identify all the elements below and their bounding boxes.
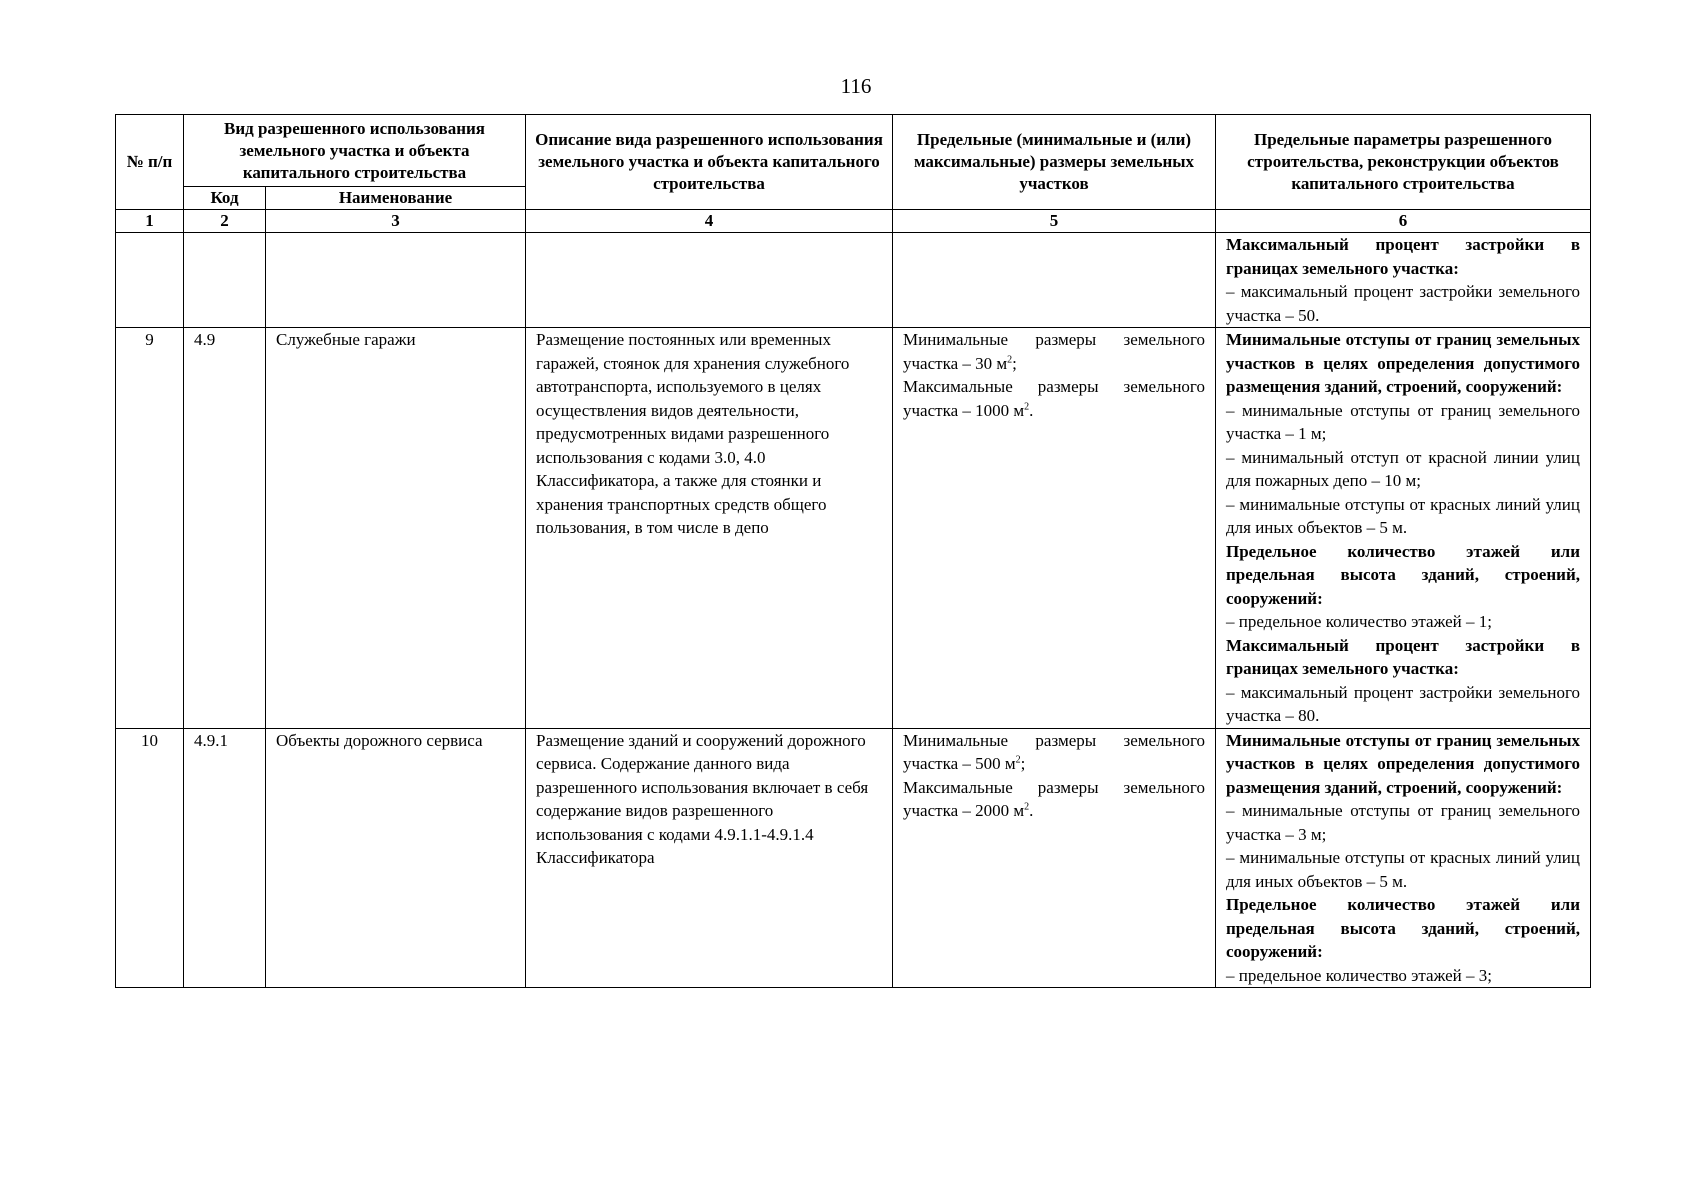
column-number: 3 bbox=[266, 210, 526, 233]
param-heading: Максимальный процент застройки в границах земельного участка: bbox=[1226, 635, 1580, 678]
unit-exponent: 2 bbox=[1024, 400, 1030, 412]
row-number-cell: 10 bbox=[116, 728, 184, 988]
column-number: 6 bbox=[1216, 210, 1591, 233]
param-item: – предельное количество этажей – 3; bbox=[1226, 965, 1492, 985]
plot-size-text: Минимальные размеры земельного участка – 30 м bbox=[903, 330, 1205, 373]
table-body bbox=[116, 233, 1591, 988]
column-number: 4 bbox=[526, 210, 893, 233]
column-number: 5 bbox=[893, 210, 1216, 233]
plot-size-text: Максимальные размеры земельного участка – 1000 м bbox=[903, 377, 1205, 420]
param-item: – минимальный отступ от красной линии улиц для пожарных депо – 10 м; bbox=[1226, 447, 1580, 490]
name-cell bbox=[266, 233, 526, 328]
unit-exponent: 2 bbox=[1007, 353, 1013, 365]
plot-size-text: Минимальные размеры земельного участка – 500 м bbox=[903, 730, 1205, 773]
plot-sizes-cell bbox=[893, 328, 1216, 729]
header-description: Описание вида разрешенного использования земельного участка и объекта капитального строительства bbox=[526, 115, 893, 210]
plot-sizes-cell bbox=[893, 233, 1216, 328]
column-number-row bbox=[116, 210, 1591, 233]
header-construction-params: Предельные параметры разрешенного строительства, реконструкции объектов капитального строительства bbox=[1216, 115, 1591, 210]
table-row bbox=[116, 233, 1591, 328]
param-item: – предельное количество этажей – 1; bbox=[1226, 612, 1492, 631]
plot-size-item bbox=[903, 729, 1205, 776]
param-heading: Предельное количество этажей или предельная высота зданий, строений, сооружений: bbox=[1226, 541, 1580, 608]
page-number: 116 bbox=[840, 74, 872, 98]
unit-exponent: 2 bbox=[1015, 754, 1021, 766]
param-heading: Предельное количество этажей или предельная высота зданий, строений, сооружений: bbox=[1226, 895, 1580, 961]
description-cell bbox=[526, 233, 893, 328]
description-cell: Размещение постоянных или временных гаражей, стоянок для хранения служебного автотранспорта, используемого в целях осуществления видов деятельности, предусмотренных видами разрешенного использования с кодами 3.0, 4.0 Классификатора, а также для стоянки и хранения транспортных средств общего пользования, в том числе в депо bbox=[526, 328, 893, 729]
param-item: – минимальные отступы от границ земельного участка – 3 м; bbox=[1226, 801, 1580, 844]
column-number: 2 bbox=[184, 210, 266, 233]
header-use-type: Вид разрешенного использования земельного участка и объекта капитального строительства bbox=[184, 115, 526, 187]
unit-exponent: 2 bbox=[1024, 801, 1030, 813]
param-item: – минимальные отступы от границ земельного участка – 1 м; bbox=[1226, 400, 1580, 443]
plot-size-punctuation: ; bbox=[1012, 353, 1017, 373]
plot-size-punctuation: . bbox=[1029, 400, 1034, 420]
param-heading: Минимальные отступы от границ земельных участков в целях определения допустимого размещения зданий, строений, сооружений: bbox=[1226, 730, 1580, 797]
code-cell bbox=[184, 233, 266, 328]
construction-params-cell bbox=[1216, 328, 1591, 729]
plot-size-item bbox=[903, 375, 1205, 422]
param-item: – максимальный процент застройки земельного участка – 80. bbox=[1226, 682, 1580, 725]
plot-size-text: Максимальные размеры земельного участка – 2000 м bbox=[903, 777, 1205, 820]
column-number: 1 bbox=[116, 210, 184, 233]
description-cell: Размещение зданий и сооружений дорожного сервиса. Содержание данного вида разрешенного использования включает в себя содержание видов разрешенного использования с кодами 4.9.1.1-4.9.1.4 Классификатора bbox=[526, 728, 893, 988]
param-item: – минимальные отступы от красных линий улиц для иных объектов – 5 м. bbox=[1226, 494, 1580, 537]
table-row bbox=[116, 728, 1591, 988]
code-cell: 4.9.1 bbox=[184, 728, 266, 988]
name-cell: Служебные гаражи bbox=[266, 328, 526, 729]
row-number-cell bbox=[116, 233, 184, 328]
param-heading: Максимальный процент застройки в границах земельного участка: bbox=[1226, 235, 1580, 278]
plot-size-punctuation: . bbox=[1029, 801, 1034, 820]
plot-size-item bbox=[903, 328, 1205, 375]
param-heading: Минимальные отступы от границ земельных участков в целях определения допустимого размещения зданий, строений, сооружений: bbox=[1226, 330, 1580, 396]
table-row bbox=[116, 328, 1591, 729]
construction-params-cell bbox=[1216, 233, 1591, 328]
header-plot-sizes: Предельные (минимальные и (или) максимальные) размеры земельных участков bbox=[893, 115, 1216, 210]
param-item: – минимальные отступы от красных линий улиц для иных объектов – 5 м. bbox=[1226, 848, 1580, 891]
header-code: Код bbox=[184, 187, 266, 210]
code-cell: 4.9 bbox=[184, 328, 266, 729]
land-use-table bbox=[115, 114, 1591, 988]
name-cell: Объекты дорожного сервиса bbox=[266, 728, 526, 988]
construction-params-cell bbox=[1216, 728, 1591, 988]
header-number: № п/п bbox=[116, 115, 184, 210]
row-number-cell: 9 bbox=[116, 328, 184, 729]
plot-size-item bbox=[903, 776, 1205, 823]
plot-size-punctuation: ; bbox=[1020, 754, 1026, 773]
plot-sizes-cell bbox=[893, 728, 1216, 988]
table-header bbox=[116, 115, 1591, 233]
param-item: – максимальный процент застройки земельного участка – 50. bbox=[1226, 282, 1580, 325]
header-name: Наименование bbox=[266, 187, 526, 210]
